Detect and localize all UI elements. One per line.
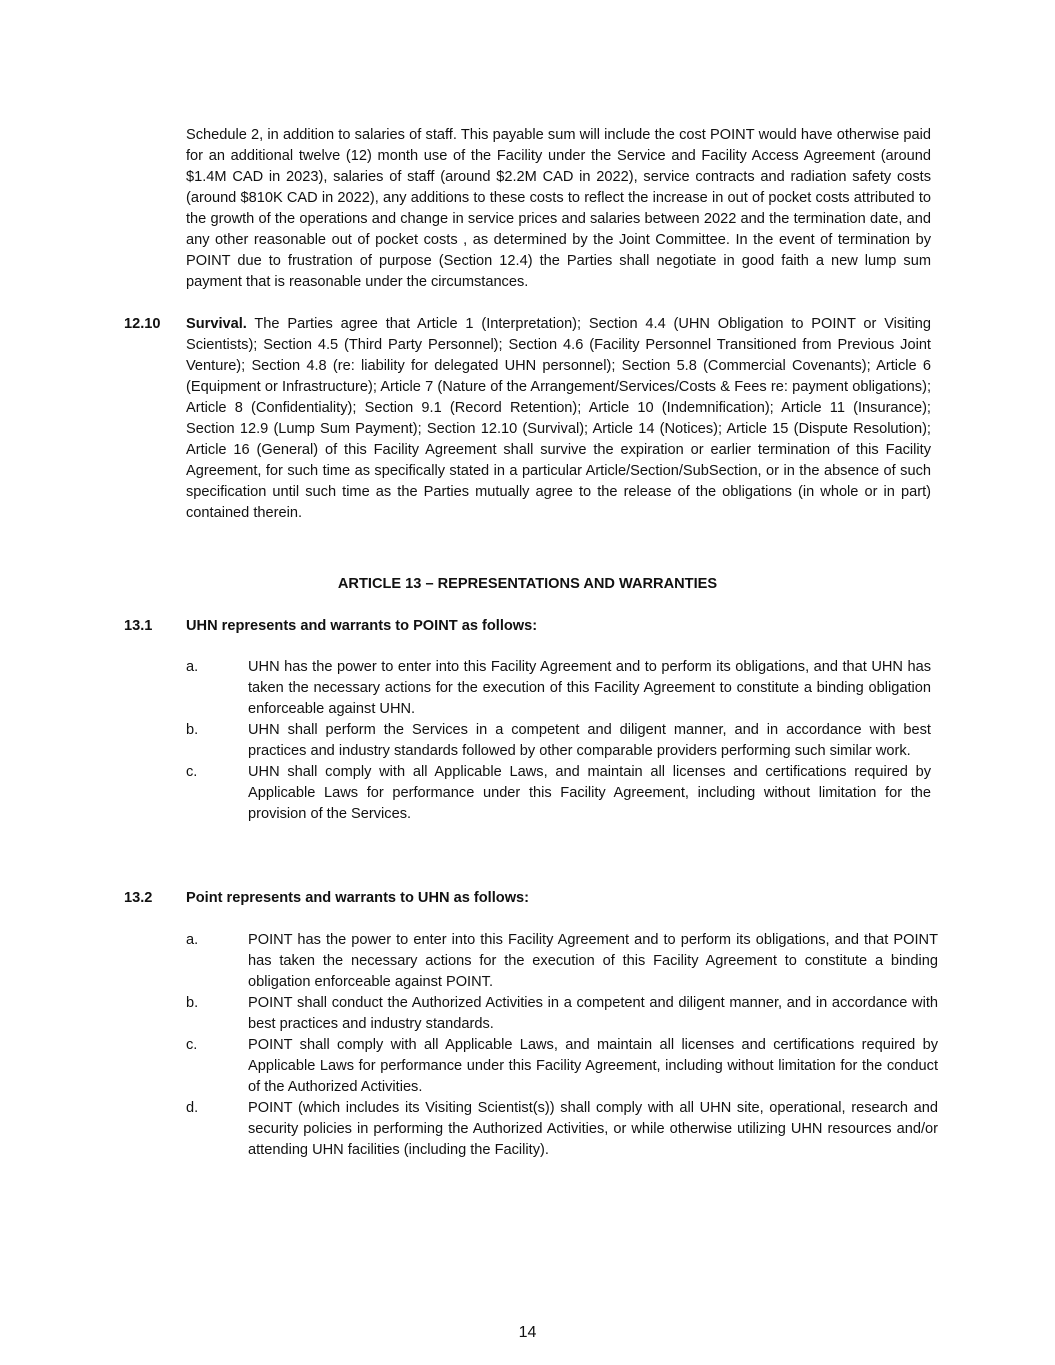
list-item: [186, 1098, 938, 1161]
item-text: POINT has the power to enter into this Facility Agreement and to perform its obligations, and that POINT has taken the necessary actions for the execution of this Facility Agreement to constitute a binding obligation enforceable against POINT.: [248, 932, 938, 990]
intro-paragraph: Schedule 2, in addition to salaries of staff. This payable sum will include the cost POINT would have otherwise paid for an additional twelve (12) month use of the Facility under the Service and Facility Access Agreement (around $1.4M CAD in 2023), salaries of staff (around $2.2M CAD in 2022), service contracts and radiation safety costs (around $810K CAD in 2022), any additions to these costs to reflect the increase in out of pocket costs attributed to the growth of the operations and change in service prices and salaries between 2022 and the termination date, and any other reasonable out of pocket costs , as determined by the Joint Committee. In the event of termination by POINT due to frustration of purpose (Section 12.4) the Parties shall negotiate in good faith a new lump sum payment that is reasonable under the circumstances.: [186, 127, 931, 290]
list-item: [186, 657, 931, 720]
list-item: [186, 1035, 938, 1098]
item-text: UHN has the power to enter into this Facility Agreement and to perform its obligations, and that UHN has taken the necessary actions for the execution of this Facility Agreement to constitute a binding obligation enforceable against UHN.: [248, 659, 931, 717]
item-text: POINT shall comply with all Applicable Laws, and maintain all licenses and certifications required by Applicable Laws for performance under this Facility Agreement, including without limitation for the conduct of the Authorized Activities.: [248, 1037, 938, 1095]
item-text: POINT (which includes its Visiting Scientist(s)) shall comply with all UHN site, operational, research and security policies in performing the Authorized Activities, or while otherwise utilizing UHN resources and/or attending UHN facilities (including the Facility).: [248, 1100, 938, 1158]
section-number: 12.10: [124, 316, 161, 332]
item-marker: c.: [186, 764, 198, 780]
list-item: [186, 993, 938, 1035]
section-13-2-heading: [124, 888, 529, 909]
section-title: Survival.: [186, 316, 247, 332]
item-marker: a.: [186, 932, 199, 948]
section-number: 13.1: [124, 618, 153, 634]
section-13-1-list: [186, 657, 931, 825]
section-body: [186, 314, 931, 524]
item-marker: a.: [186, 659, 199, 675]
list-item: [186, 720, 931, 762]
item-text: UHN shall perform the Services in a competent and diligent manner, and in accordance with best practices and industry standards followed by other comparable providers performing such similar work.: [248, 722, 931, 759]
item-text: POINT shall conduct the Authorized Activities in a competent and diligent manner, and in accordance with best practices and industry standards.: [248, 995, 938, 1032]
section-13-1-heading: [124, 616, 537, 637]
item-marker: b.: [186, 995, 199, 1011]
item-marker: d.: [186, 1100, 199, 1116]
section-text: The Parties agree that Article 1 (Interpretation); Section 4.4 (UHN Obligation to POINT or Visiting Scientists); Section 4.5 (Third Party Personnel); Section 4.6 (Facility Personnel Transitioned from Previous Joint Venture); Section 4.8 (re: liability for delegated UHN personnel); Section 5.8 (Commercial Covenants); Article 6 (Equipment or Infrastructure); Article 7 (Nature of the Arrangement/Services/Costs & Fees re: payment obligations); Article 8 (Confidentiality); Section 9.1 (Record Retention); Article 10 (Indemnification); Article 11 (Insurance); Section 12.9 (Lump Sum Payment); Section 12.10 (Survival); Article 14 (Notices); Article 15 (Dispute Resolution); Article 16 (General) of this Facility Agreement shall survive the expiration or earlier termination of this Facility Agreement, for such time as specifically stated in a particular Article/Section/SubSection, or in the absence of such specification until such time as the Parties mutually agree to the release of the obligations (in whole or in part) contained therein.: [186, 316, 931, 521]
page-number: 14: [518, 1324, 537, 1341]
section-number: 13.2: [124, 890, 153, 906]
section-heading-text: UHN represents and warrants to POINT as follows:: [186, 618, 538, 634]
section-13-2-list: [186, 930, 938, 1161]
item-text: UHN shall comply with all Applicable Laws, and maintain all licenses and certifications required by Applicable Laws for performance under this Facility Agreement, including without limitation for the provision of the Services.: [248, 764, 931, 822]
section-heading-text: Point represents and warrants to UHN as follows:: [186, 890, 530, 906]
item-marker: c.: [186, 1037, 198, 1053]
list-item: [186, 762, 931, 825]
article-13-heading: ARTICLE 13 – REPRESENTATIONS AND WARRANTIES: [337, 576, 718, 592]
item-marker: b.: [186, 722, 199, 738]
list-item: [186, 930, 938, 993]
